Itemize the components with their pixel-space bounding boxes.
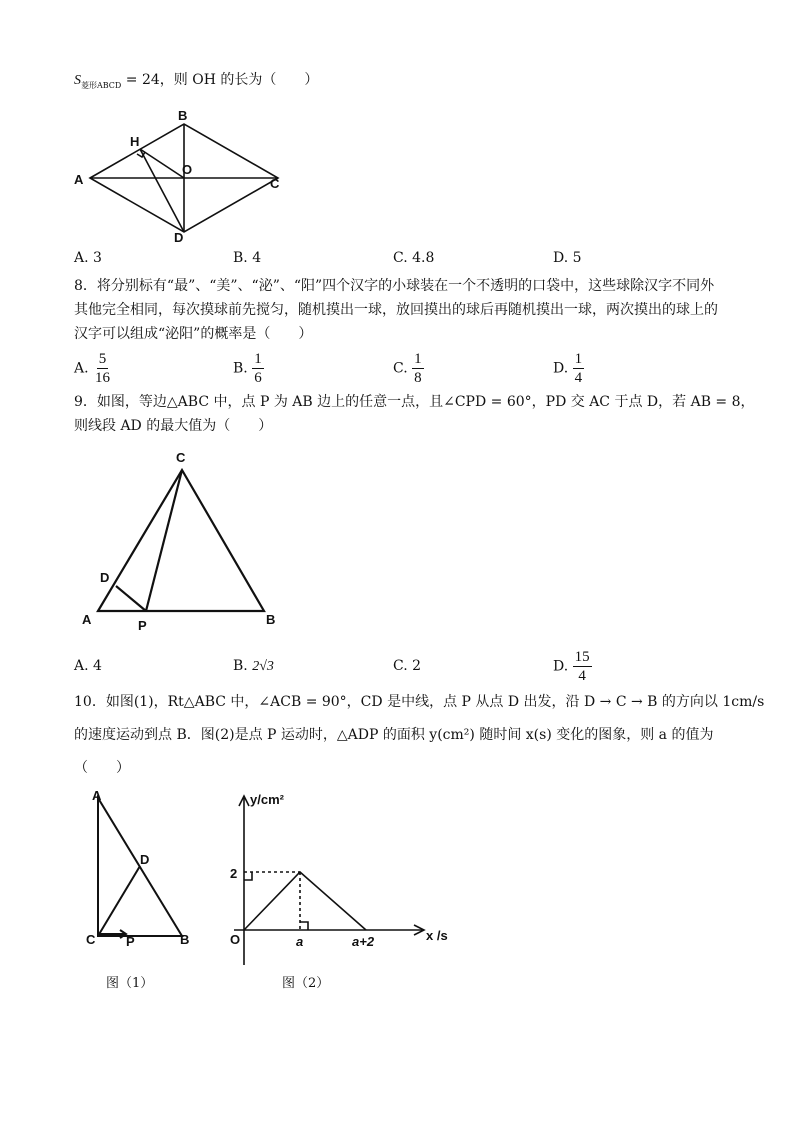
q10-caption-figure-1: 图（1） (106, 976, 154, 991)
q7-tail-text: = 24，则 OH 的长为（ ） (121, 72, 319, 88)
q7-label-A: A (74, 172, 84, 187)
q7-option-a[interactable]: A. 3 (74, 250, 102, 266)
q10-stem-line1: 10．如图(1)，Rt△ABC 中，∠ACB = 90°，CD 是中线，点 P 从点 D 出发，沿 D → C → B 的方向以 1cm/s (74, 694, 765, 710)
q8-option-d[interactable]: D. $\frac{1}{4}$ (553, 351, 583, 386)
q10-fig1-label-A: A (92, 788, 102, 803)
q10-figure-1 (84, 786, 204, 956)
q8-stem-line2: 其他完全相同，每次摸球前先搅匀，随机摸出一球，放回摸出的球后再随机摸出一球，两次摸出的球上的 (74, 302, 718, 318)
q7-option-b[interactable]: B. 4 (233, 250, 262, 266)
q7-label-C: C (270, 176, 280, 191)
q10-figure-2-graph (224, 790, 454, 970)
q10-x-tick-a: a (296, 934, 304, 949)
q9-label-C: C (176, 450, 186, 465)
q8-option-b[interactable]: B. $\frac{1}{6}$ (233, 351, 262, 386)
q10-y-tick-2: 2 (230, 866, 238, 881)
q8-option-c[interactable]: C. $\frac{1}{8}$ (393, 351, 422, 386)
q10-caption-figure-2: 图（2） (282, 976, 330, 991)
q10-fig1-label-D: D (140, 852, 150, 867)
q10-stem-line2: 的速度运动到点 B．图(2)是点 P 运动时，△ADP 的面积 y(cm²) 随时间 x(s) 变化的图象，则 a 的值为 (74, 727, 714, 743)
q10-origin-label: O (230, 932, 241, 947)
q10-y-axis-label: y/cm² (250, 792, 284, 807)
area-subscript: 菱形ABCD (81, 80, 122, 90)
q10-x-tick-a-plus-2: a+2 (352, 934, 375, 949)
q9-stem-line1: 9．如图，等边△ABC 中，点 P 为 AB 边上的任意一点，且∠CPD = 60°，PD 交 AC 于点 D，若 AB = 8， (74, 394, 755, 410)
q9-option-d[interactable]: D. $\frac{15}{4}$ (553, 649, 590, 684)
q10-fig1-label-C: C (86, 932, 96, 947)
q8-stem-line1: 8．将分别标有“最”、“美”、“泌”、“阳”四个汉字的小球装在一个不透明的口袋中，这些球除汉字不同外 (74, 278, 715, 294)
q7-label-D: D (174, 230, 184, 245)
q7-label-O: O (182, 162, 193, 177)
q10-fig1-label-B: B (180, 932, 190, 947)
q9-label-B: B (266, 612, 276, 627)
q7-label-B: B (178, 108, 188, 123)
q7-option-c[interactable]: C. 4.8 (393, 250, 435, 266)
q9-option-c[interactable]: C. 2 (393, 658, 422, 674)
q9-stem-line2: 则线段 AD 的最大值为（ ） (74, 418, 273, 434)
q9-label-A: A (82, 612, 92, 627)
q9-triangle-figure (76, 444, 286, 634)
q7-rhombus-figure (70, 108, 300, 248)
q9-option-a[interactable]: A. 4 (74, 658, 102, 674)
q7-option-d[interactable]: D. 5 (553, 250, 582, 266)
area-symbol: S (74, 73, 81, 88)
q8-option-a[interactable]: A. $\frac{5}{16}$ (74, 351, 111, 386)
q10-fig1-label-P: P (126, 934, 135, 949)
q9-label-D: D (100, 570, 110, 585)
q10-stem-line3: （ ） (74, 760, 130, 776)
q10-x-axis-label: x /s (426, 928, 448, 943)
q9-option-b[interactable]: B. 2√3 (233, 658, 274, 674)
q8-stem-line3: 汉字可以组成“泌阳”的概率是（ ） (74, 326, 313, 342)
q9-label-P: P (138, 618, 147, 633)
q7-stem-tail (74, 70, 318, 96)
q7-label-H: H (130, 134, 140, 149)
